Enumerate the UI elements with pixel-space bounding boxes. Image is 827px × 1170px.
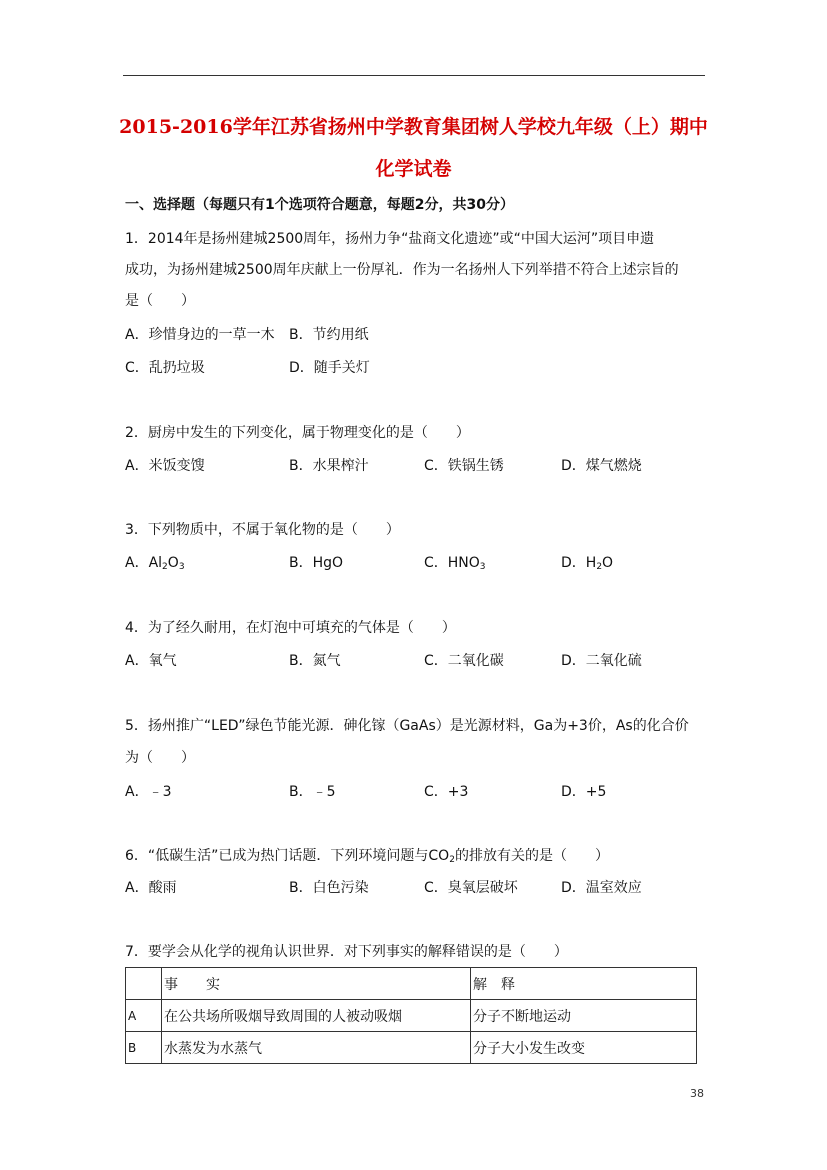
q5-option-a: A．﹣3 xyxy=(125,784,172,800)
q2-stem: 2．厨房中发生的下列变化，属于物理变化的是（ ） xyxy=(125,425,470,441)
q5-stem-line1: 5．扬州推广“LED”绿色节能光源．砷化镓（GaAs）是光源材料，Ga为+3价，As的化合价 xyxy=(125,718,689,734)
q3-option-c: C．$HNO_3$ xyxy=(424,555,486,572)
q4-option-a: A．氧气 xyxy=(125,653,177,669)
row-fact: 在公共场所吸烟导致周围的人被动吸烟 xyxy=(162,1000,471,1032)
q3-stem: 3．下列物质中，不属于氧化物的是（ ） xyxy=(125,522,400,538)
table-header-row xyxy=(126,968,697,1000)
q6-option-c: C．臭氧层破坏 xyxy=(424,880,518,896)
q2-option-b: B．水果榨汁 xyxy=(289,458,369,474)
q7-stem: 7．要学会从化学的视角认识世界．对下列事实的解释错误的是（ ） xyxy=(125,944,568,960)
header-fact-cell: 事 实 xyxy=(162,968,471,1000)
q2-option-d: D．煤气燃烧 xyxy=(561,458,642,474)
q3-option-d: D．$H_2O$ xyxy=(561,555,614,572)
q6-option-d: D．温室效应 xyxy=(561,880,642,896)
row-key: A xyxy=(126,1000,162,1032)
q1-stem-line2: 成功，为扬州建城2500周年庆献上一份厚礼．作为一名扬州人下列举措不符合上述宗旨的 xyxy=(125,262,679,278)
q4-stem: 4．为了经久耐用，在灯泡中可填充的气体是（ ） xyxy=(125,620,456,636)
q6-option-a: A．酸雨 xyxy=(125,880,177,896)
row-explain: 分子大小发生改变 xyxy=(471,1032,697,1064)
q3-option-a: A．$Al_2O_3$ xyxy=(125,555,185,572)
header-explain-cell: 解 释 xyxy=(471,968,697,1000)
q2-option-c: C．铁锅生锈 xyxy=(424,458,504,474)
q3-option-b: B．HgO xyxy=(289,555,344,571)
q6-stem: 6．“低碳生活”已成为热门话题．下列环境问题与$CO_2$的排放有关的是（ ） xyxy=(125,848,609,865)
q4-option-b: B．氮气 xyxy=(289,653,341,669)
table-row xyxy=(126,1032,697,1064)
row-explain: 分子不断地运动 xyxy=(471,1000,697,1032)
q1-option-a: A．珍惜身边的一草一木 xyxy=(125,327,275,343)
q5-stem-line2: 为（ ） xyxy=(125,750,195,766)
q4-option-c: C．二氧化碳 xyxy=(424,653,504,669)
exam-title-line1: 2015-2016学年江苏省扬州中学教育集团树人学校九年级（上）期中 xyxy=(119,116,708,138)
q4-option-d: D．二氧化硫 xyxy=(561,653,642,669)
q5-option-c: C．+3 xyxy=(424,784,469,800)
q5-option-d: D．+5 xyxy=(561,784,607,800)
q2-option-a: A．米饭变馊 xyxy=(125,458,205,474)
q1-option-b: B．节约用纸 xyxy=(289,327,369,343)
header-key-cell xyxy=(126,968,162,1000)
row-key: B xyxy=(126,1032,162,1064)
q1-option-d: D．随手关灯 xyxy=(289,360,370,376)
q6-option-b: B．白色污染 xyxy=(289,880,369,896)
q7-facts-table xyxy=(125,967,697,1064)
q1-stem-line1: 1．2014年是扬州建城2500周年，扬州力争“盐商文化遗迹”或“中国大运河”项目申遗 xyxy=(125,231,655,247)
q1-stem-line3: 是（ ） xyxy=(125,293,195,309)
page-number: 38 xyxy=(690,1087,704,1100)
table-row xyxy=(126,1000,697,1032)
section-heading: 一、选择题（每题只有1个选项符合题意，每题2分，共30分） xyxy=(125,197,514,213)
header-rule xyxy=(123,75,705,76)
q5-option-b: B．﹣5 xyxy=(289,784,336,800)
exam-title-line2: 化学试卷 xyxy=(375,158,452,180)
row-fact: 水蒸发为水蒸气 xyxy=(162,1032,471,1064)
q1-option-c: C．乱扔垃圾 xyxy=(125,360,205,376)
